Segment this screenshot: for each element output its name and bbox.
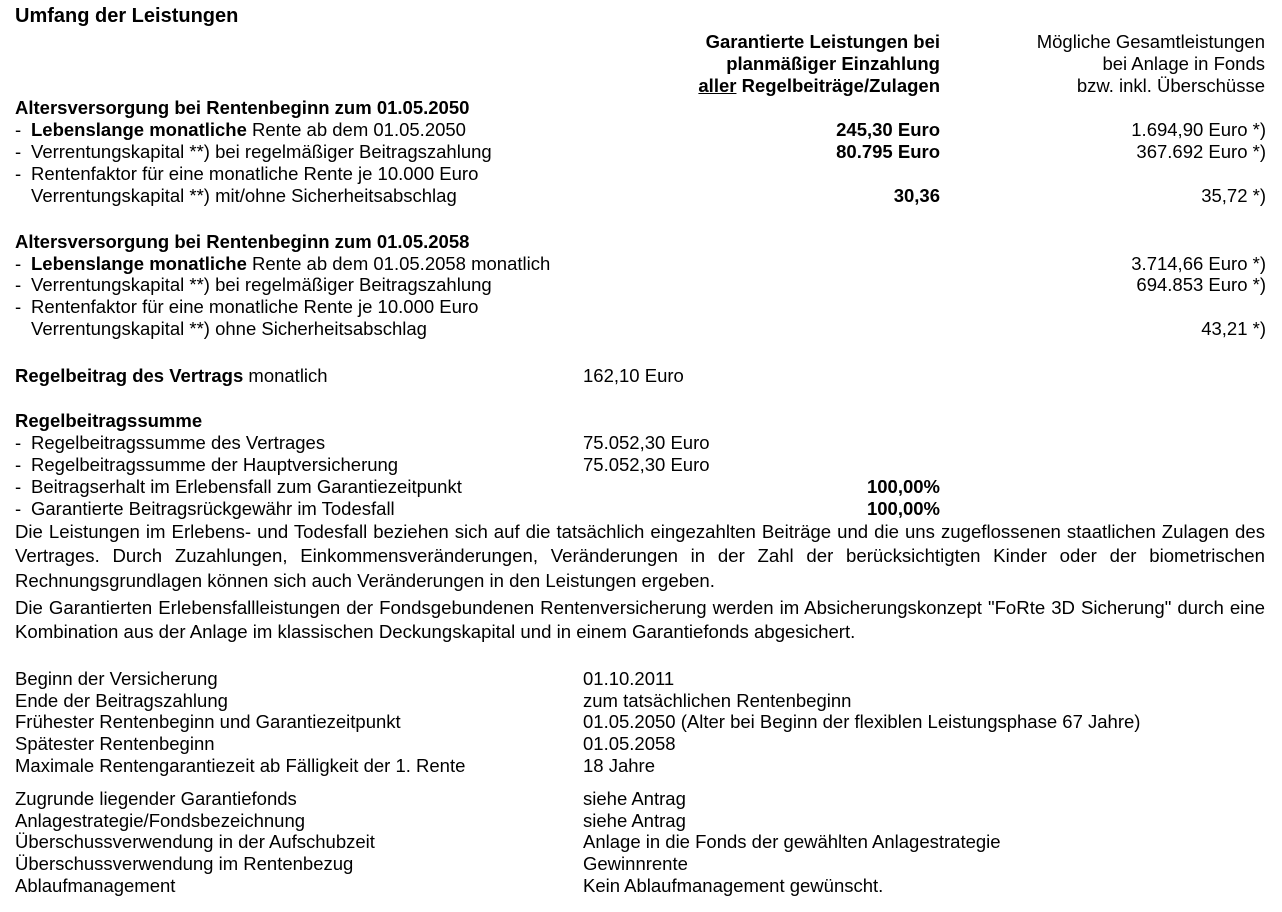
detail-label: Frühester Rentenbeginn und Garantiezeitpunkt: [15, 711, 401, 732]
paragraph-guarantee-concept: Die Garantierten Erlebensfallleistungen der Fondsgebundenen Rentenversicherung werden im Absicherungskonzept "FoRte 3D Sicherung" durch eine Kombination aus der Anlage im klassischen Deckungskapital und in einem Garantiefonds abgesichert.: [15, 597, 1265, 643]
possible-column-header: [845, 31, 1265, 97]
row-pension-factor-2050: - Rentenfaktor für eine monatliche Rente je 10.000 Euro: [15, 163, 479, 184]
sum-value: 75.052,30 Euro: [583, 454, 710, 475]
row-lifelong-pension-2050: - Lebenslange monatliche Rente ab dem 01.05.2050: [15, 119, 466, 140]
row-pension-factor-2050-cont: Verrentungskapital **) mit/ohne Sicherheitsabschlag: [31, 185, 457, 206]
row-label: Rente ab dem 01.05.2058 monatlich: [246, 253, 551, 274]
detail-label: Ablaufmanagement: [15, 875, 176, 896]
guaranteed-value: 245,30 Euro: [836, 119, 940, 140]
possible-header-line: Mögliche Gesamtleistungen: [1036, 31, 1265, 52]
row-label: Verrentungskapital **) bei regelmäßiger Beitragszahlung: [31, 274, 492, 295]
detail-label: Zugrunde liegender Garantiefonds: [15, 788, 297, 809]
detail-value: 01.05.2058: [583, 733, 676, 754]
possible-value: 1.694,90 Euro *): [1131, 119, 1266, 140]
detail-value: 01.10.2011: [583, 668, 675, 689]
regular-contribution-label: [15, 365, 328, 387]
row-sum-main-insurance: - Regelbeitragssumme der Hauptversicherung: [15, 454, 399, 475]
detail-value: Anlage in die Fonds der gewählten Anlagestrategie: [583, 831, 1001, 852]
row-annuity-capital-2058: - Verrentungskapital **) bei regelmäßiger Beitragszahlung: [15, 274, 492, 295]
row-label: monatlich: [243, 365, 328, 386]
guaranteed-value: 100,00%: [866, 498, 940, 519]
row-label: Regelbeitragssumme des Vertrages: [31, 432, 326, 453]
detail-label: Anlagestrategie/Fondsbezeichnung: [15, 810, 306, 831]
detail-value: siehe Antrag: [583, 788, 686, 809]
row-label: Garantierte Beitragsrückgewähr im Todesfall: [31, 498, 395, 519]
row-label: Regelbeitragssumme der Hauptversicherung: [31, 454, 399, 475]
guaranteed-value: 100,00%: [866, 476, 940, 497]
detail-label: Ende der Beitragszahlung: [15, 690, 228, 711]
guaranteed-value: 80.795 Euro: [836, 141, 940, 162]
row-label: Beitragserhalt im Erlebensfall zum Garantiezeitpunkt: [31, 476, 462, 497]
possible-value: 694.853 Euro *): [1136, 274, 1266, 295]
row-label-bold: Lebenslange monatliche: [31, 253, 247, 274]
row-lifelong-pension-2058: - Lebenslange monatliche Rente ab dem 01.05.2058 monatlich: [15, 253, 551, 274]
possible-value: 3.714,66 Euro *): [1131, 253, 1266, 274]
detail-value: Kein Ablaufmanagement gewünscht.: [583, 875, 884, 896]
row-contribution-preservation: - Beitragserhalt im Erlebensfall zum Garantiezeitpunkt: [15, 476, 462, 497]
section-heading-2050: Altersversorgung bei Rentenbeginn zum 01.05.2050: [15, 97, 470, 118]
row-label-bold: Lebenslange monatliche: [31, 119, 247, 140]
row-death-refund: - Garantierte Beitragsrückgewähr im Todesfall: [15, 498, 395, 519]
page-title: Umfang der Leistungen: [15, 5, 239, 27]
row-pension-factor-2058-cont: Verrentungskapital **) ohne Sicherheitsabschlag: [31, 318, 427, 339]
detail-value: zum tatsächlichen Rentenbeginn: [583, 690, 852, 711]
guaranteed-header-text: Regelbeiträge/Zulagen: [736, 75, 940, 96]
possible-value: 367.692 Euro *): [1136, 141, 1266, 162]
detail-value: Gewinnrente: [583, 853, 688, 874]
detail-value: siehe Antrag: [583, 810, 686, 831]
row-pension-factor-2058: - Rentenfaktor für eine monatliche Rente je 10.000 Euro: [15, 296, 479, 317]
row-label: Rente ab dem 01.05.2050: [246, 119, 466, 140]
guaranteed-header-line: Garantierte Leistungen bei: [705, 31, 940, 52]
detail-value: 01.05.2050 (Alter bei Beginn der flexiblen Leistungsphase 67 Jahre): [583, 711, 1141, 732]
section-heading-2058: Altersversorgung bei Rentenbeginn zum 01.05.2058: [15, 231, 470, 252]
row-label: Rentenfaktor für eine monatliche Rente je 10.000 Euro: [31, 296, 479, 317]
possible-value: 43,21 *): [1201, 318, 1266, 339]
possible-header-line: bei Anlage in Fonds: [1102, 53, 1265, 74]
contribution-sum-heading: Regelbeitragssumme: [15, 410, 203, 431]
detail-label: Überschussverwendung in der Aufschubzeit: [15, 831, 375, 852]
guaranteed-value: 30,36: [893, 185, 940, 206]
regular-contribution-value: 162,10 Euro: [583, 365, 684, 386]
detail-label: Beginn der Versicherung: [15, 668, 218, 689]
detail-label: Maximale Rentengarantiezeit ab Fälligkeit der 1. Rente: [15, 755, 466, 776]
row-annuity-capital-2050: - Verrentungskapital **) bei regelmäßiger Beitragszahlung: [15, 141, 492, 162]
row-label: Rentenfaktor für eine monatliche Rente je 10.000 Euro: [31, 163, 479, 184]
row-sum-contract: - Regelbeitragssumme des Vertrages: [15, 432, 326, 453]
detail-label: Spätester Rentenbeginn: [15, 733, 215, 754]
row-label-bold: Regelbeitrag des Vertrags: [15, 365, 244, 386]
paragraph-benefits-note: Die Leistungen im Erlebens- und Todesfall beziehen sich auf die tatsächlich eingezahlten Beiträge und die uns zugeflossenen staatlichen Zulagen des Vertrages. Durch Zuzahlungen, Einkommensveränderungen, Veränderungen in der Zahl der berücksichtigten Kinder oder der biometrischen Rechnungsgrundlagen können sich auch Veränderungen in den Leistungen ergeben.: [15, 521, 1265, 591]
detail-label: Überschussverwendung im Rentenbezug: [15, 853, 354, 874]
underlined-word: aller: [698, 75, 737, 96]
sum-value: 75.052,30 Euro: [583, 432, 710, 453]
detail-value: 18 Jahre: [583, 755, 655, 776]
guaranteed-header-line: planmäßiger Einzahlung: [726, 53, 940, 74]
possible-value: 35,72 *): [1201, 185, 1266, 206]
possible-header-line: bzw. inkl. Überschüsse: [1076, 75, 1265, 96]
row-label: Verrentungskapital **) bei regelmäßiger Beitragszahlung: [31, 141, 492, 162]
